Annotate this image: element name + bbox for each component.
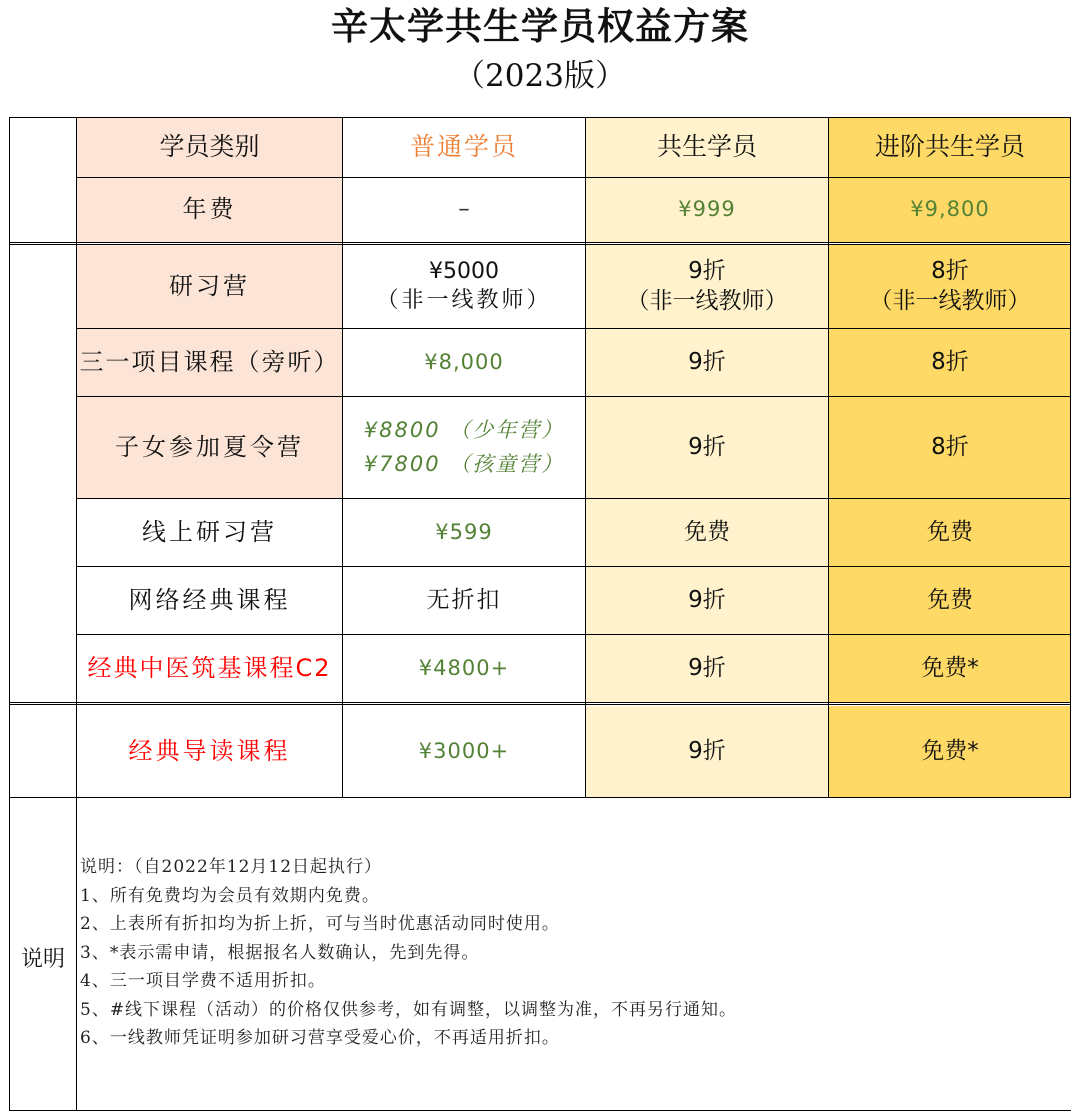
row-symbiotic-value: 9折 [688, 654, 726, 681]
row-label-cell [77, 245, 342, 328]
row-advanced-cell [829, 245, 1071, 328]
column-divider [828, 117, 829, 798]
row-divider [76, 328, 1071, 329]
row-advanced-cell [829, 635, 1071, 702]
row-label: 经典中医筑基课程C2 [87, 653, 332, 682]
annual-fee-regular [343, 178, 585, 242]
row-regular-price: ¥7800 （孩童营） [363, 451, 565, 476]
row-divider [76, 396, 1071, 397]
row-regular-price: 无折扣 [426, 586, 502, 613]
header-category-label: 学员类别 [159, 132, 260, 162]
row-regular-price: ¥4800+ [418, 655, 510, 680]
row-regular-price: ¥8,000 [424, 349, 504, 374]
row-symbiotic-note: （非一线教师） [626, 287, 788, 314]
row-regular-note: （非一线教师） [376, 287, 552, 313]
notes-block [80, 853, 1070, 1053]
row-advanced-value: 免费 [927, 586, 973, 613]
row-label-cell [77, 499, 342, 566]
row-divider [76, 498, 1071, 499]
table-left-border [9, 117, 10, 1111]
row-regular-cell [343, 329, 585, 396]
row-label-cell [77, 706, 342, 797]
row-symbiotic-value: 9折 [688, 586, 726, 613]
row-advanced-value: 免费* [921, 737, 979, 764]
note-item: 1、所有免费均为会员有效期内免费。 [80, 885, 380, 906]
column-divider [585, 117, 586, 798]
row-advanced-value: 8折 [931, 257, 969, 284]
row-symbiotic-cell [586, 635, 828, 702]
page-title: 辛太学共生学员权益方案 [331, 5, 749, 48]
row-divider-double [9, 244, 1071, 245]
row-regular-price: ¥3000+ [418, 738, 510, 763]
header-regular [343, 118, 585, 177]
row-regular-cell [343, 635, 585, 702]
row-symbiotic-cell [586, 567, 828, 634]
table-bottom-border [9, 1110, 1071, 1111]
annual-fee-label: 年费 [182, 195, 237, 224]
row-label: 研习营 [169, 271, 250, 300]
row-divider [76, 177, 1071, 178]
table-right-border [1070, 117, 1071, 798]
note-item: 5、#线下课程（活动）的价格仅供参考，如有调整，以调整为准，不再另行通知。 [80, 999, 738, 1020]
row-symbiotic-cell [586, 397, 828, 498]
annual-fee-advanced [829, 178, 1071, 242]
notes-side-label: 说明 [20, 946, 65, 972]
row-symbiotic-cell [586, 706, 828, 797]
row-advanced-cell [829, 329, 1071, 396]
row-label: 子女参加夏令营 [115, 432, 304, 461]
row-regular-price: ¥599 [435, 519, 493, 544]
row-advanced-cell [829, 706, 1071, 797]
row-advanced-value: 免费 [927, 518, 973, 545]
row-advanced-cell [829, 397, 1071, 498]
row-label: 经典导读课程 [128, 736, 291, 765]
row-symbiotic-value: 9折 [688, 348, 726, 375]
annual-fee-regular-value: – [458, 196, 470, 223]
row-divider-double [9, 242, 1071, 243]
header-regular-label: 普通学员 [409, 132, 518, 162]
annual-fee-symbiotic [586, 178, 828, 242]
header-advanced [829, 118, 1071, 177]
header-symbiotic-label: 共生学员 [656, 132, 757, 162]
header-advanced-label: 进阶共生学员 [874, 132, 1025, 162]
row-advanced-value: 8折 [931, 348, 969, 375]
row-regular-cell [343, 397, 585, 498]
row-label: 线上研习营 [142, 517, 277, 546]
header-category [77, 118, 342, 177]
row-regular-cell [343, 706, 585, 797]
row-divider-double [9, 702, 1071, 703]
row-label: 网络经典课程 [128, 585, 291, 614]
row-symbiotic-value: 9折 [688, 737, 726, 764]
annual-fee-symbiotic-value: ¥999 [678, 197, 736, 222]
row-advanced-value: 8折 [931, 433, 969, 460]
row-label-cell [77, 635, 342, 702]
row-regular-cell [343, 567, 585, 634]
page-subtitle: （2023版） [454, 58, 626, 94]
row-symbiotic-value: 9折 [688, 433, 726, 460]
row-symbiotic-cell [586, 499, 828, 566]
row-regular-price: ¥8800 （少年营） [363, 417, 565, 442]
notes-heading: 说明：（自2022年12月12日起执行） [80, 857, 383, 877]
row-label: 三一项目课程（旁听） [79, 347, 340, 376]
row-divider [76, 634, 1071, 635]
header-symbiotic [586, 118, 828, 177]
row-symbiotic-cell [586, 245, 828, 328]
annual-fee-label-cell [77, 178, 342, 242]
column-divider [76, 117, 77, 1111]
row-advanced-value: 免费* [921, 654, 979, 681]
row-symbiotic-cell [586, 329, 828, 396]
row-divider [76, 566, 1071, 567]
note-item: 3、*表示需申请，根据报名人数确认，先到先得。 [80, 942, 480, 963]
row-advanced-cell [829, 499, 1071, 566]
row-divider-double [9, 704, 1071, 705]
row-label-cell [77, 397, 342, 498]
note-item: 2、上表所有折扣均为折上折，可与当时优惠活动同时使用。 [80, 914, 560, 934]
row-regular-cell [343, 245, 585, 328]
row-regular-price: ¥5000 [429, 258, 499, 284]
note-item: 4、三一项目学费不适用折扣。 [80, 971, 326, 991]
table-top-border [9, 117, 1071, 118]
row-advanced-cell [829, 567, 1071, 634]
column-divider [342, 117, 343, 798]
row-label-cell [77, 329, 342, 396]
note-item: 6、一线教师凭证明参加研习营享受爱心价，不再适用折扣。 [80, 1028, 560, 1048]
row-divider [9, 797, 1071, 798]
row-label-cell [77, 567, 342, 634]
row-symbiotic-value: 免费 [684, 518, 730, 545]
row-symbiotic-value: 9折 [688, 257, 726, 284]
annual-fee-advanced-value: ¥9,800 [910, 197, 990, 222]
row-regular-cell [343, 499, 585, 566]
row-advanced-note: （非一线教师） [869, 287, 1031, 314]
